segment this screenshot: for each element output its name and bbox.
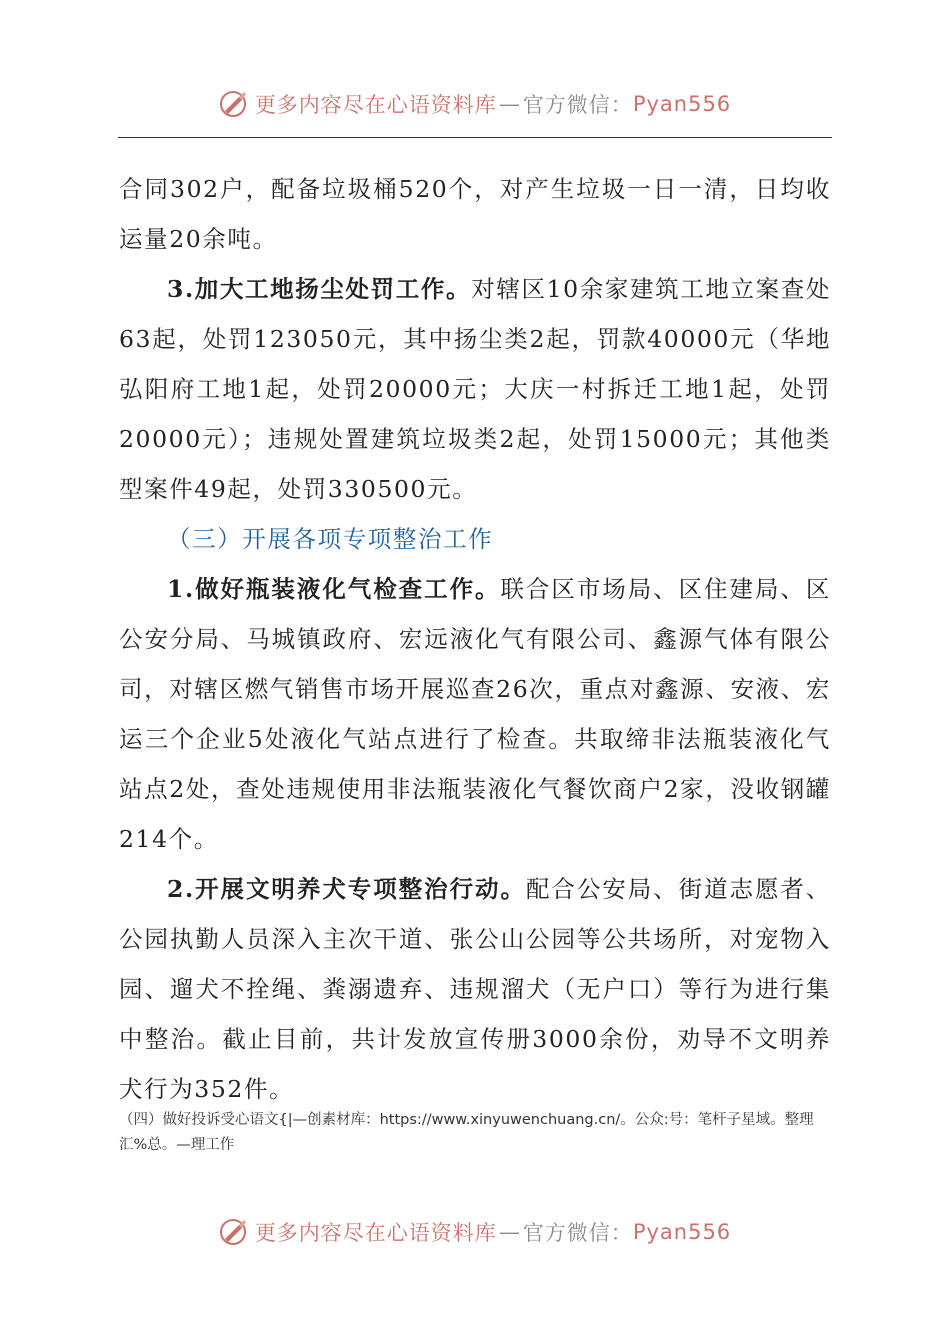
watermark-header [0, 84, 950, 124]
watermark-footer [0, 1212, 950, 1252]
paragraph-heading: 1.做好瓶装液化气检查工作。 [167, 575, 501, 603]
watermark-wechat-id: Pyan556 [632, 1220, 732, 1244]
paragraph-lpg-inspection [119, 564, 831, 864]
paragraph-text: 配合公安局、街道志愿者、公园执勤人员深入主次干道、张公山公园等公共场所，对宠物入园、遛犬不拴绳、粪溺遗弃、违规溜犬（无户口）等行为进行集中整治。截止目前，共计发放宣传册3000余份，劝导不文明养犬行为352件。 [119, 875, 831, 1103]
footnote-text: （四）做好投诉受心语文{|—创素材库：https://www.xinyuwenchuang.cn/。公众:号：笔杆子星域。整理汇%总。—理工作 [119, 1112, 814, 1153]
header-rule [118, 137, 832, 138]
watermark-wechat-label: 官方微信： [522, 1221, 633, 1245]
section-heading: （三）开展各项专项整治工作 [167, 525, 494, 553]
paragraph-heading: 3.加大工地扬尘处罚工作。 [167, 275, 472, 303]
watermark-separator: — [498, 1220, 521, 1244]
paragraph-continuation: 合同302户，配备垃圾桶520个，对产生垃圾一日一清，日均收运量20余吨。 [119, 175, 831, 253]
paragraph-heading: 2.开展文明养犬专项整治行动。 [167, 875, 526, 903]
watermark-separator: — [498, 92, 521, 116]
document-body [119, 164, 831, 1114]
paragraph-text: 联合区市场局、区住建局、区公安分局、马城镇政府、宏远液化气有限公司、鑫源气体有限公司，对辖区燃气销售市场开展巡查26次，重点对鑫源、安液、宏运三个企业5处液化气站点进行了检查。共取缔非法瓶装液化气站点2处，查处违规使用非法瓶装液化气餐饮商户2家，没收钢罐214个。 [119, 575, 831, 853]
watermark-text: 更多内容尽在心语资料库 [254, 1221, 497, 1245]
paragraph-dog-rectification [119, 864, 831, 1114]
paragraph-text: 对辖区10余家建筑工地立案查处63起，处罚123050元，其中扬尘类2起，罚款40000元（华地弘阳府工地1起，处罚20000元；大庆一村拆迁工地1起，处罚20000元）；违规处置建筑垃圾类2起，处罚15000元；其他类型案件49起，处罚330500元。 [119, 275, 831, 503]
watermark-text: 更多内容尽在心语资料库 [254, 93, 497, 117]
paragraph-dust-penalty [119, 264, 831, 514]
pen-logo-icon [219, 89, 249, 119]
pen-logo-icon [219, 1217, 249, 1247]
watermark-wechat-label: 官方微信： [522, 93, 633, 117]
watermark-wechat-id: Pyan556 [632, 92, 732, 116]
